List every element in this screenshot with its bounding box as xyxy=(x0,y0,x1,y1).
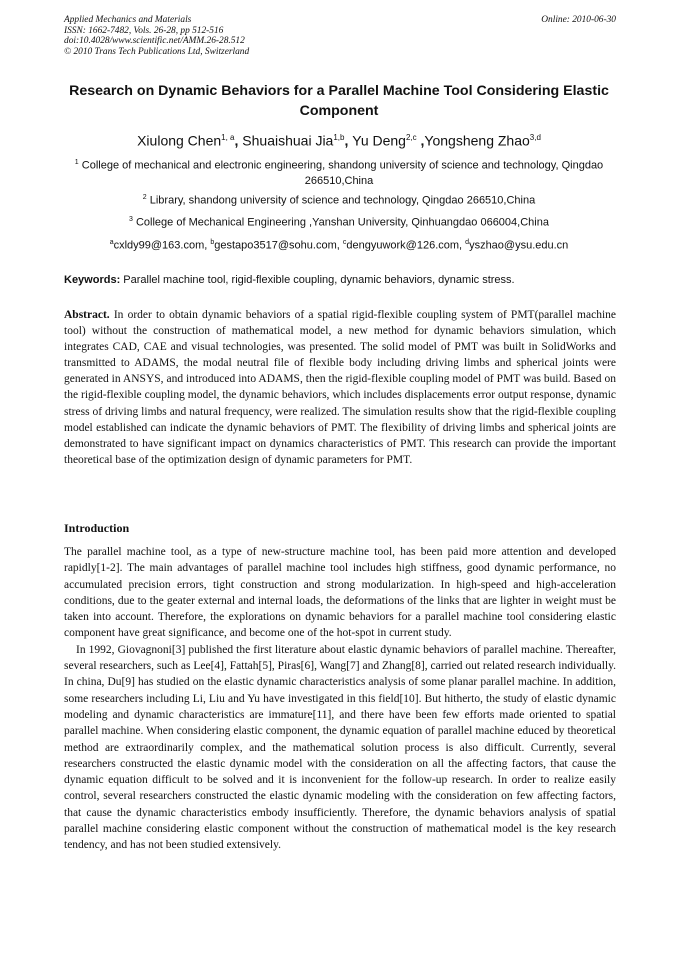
journal-header xyxy=(64,15,616,57)
author-name: Yongsheng Zhao xyxy=(424,132,530,149)
author-sup: 2,c xyxy=(405,133,417,142)
email-address: gestapo3517@sohu.com, xyxy=(214,239,343,252)
copyright-line: © 2010 Trans Tech Publications Ltd, Switzerland xyxy=(64,46,250,57)
affiliation-text: Library, shandong university of science and technology, Qingdao 266510,China xyxy=(149,194,536,207)
email-sup: b xyxy=(210,239,215,246)
affiliation-2 xyxy=(60,190,618,209)
email-sup: d xyxy=(465,239,470,246)
author-separator: , xyxy=(416,132,425,149)
introduction-body xyxy=(64,544,616,854)
intro-paragraph: In 1992, Giovagnoni[3] published the first literature about elastic dynamic behaviors of parallel machine. Thereafter, several researchers, such as Lee[4], Fattah[5], Piras[6], Wang[7] and Zhang[8], carried out related research individually. In china, Du[9] has studied on the elastic dynamic characteristics analysis of some planar parallel machine. In addition, some researchers including Li, Liu and Yu have investigated in this field[10]. But hitherto, the study of elastic dynamic modeling and dynamic characteristics are immature[11], and there have been few efforts made oriented to spatial parallel machine. When considering elastic component, the dynamic equation of parallel machine educed by theoretical method are extraordinarily complex, and the mathematical solution process is also difficult. Currently, several researchers constructed the elastic dynamic model with the consideration on all the affecting factors, that cause the dynamic equation difficult to be solved and it is inconvenient for the follow-up research. In order to realize easily control, several researchers constructed the elastic dynamic modeling with the consideration on few affecting factors, that cause the dynamic characteristics embody insufficiently. Therefore, the dynamic behaviors analysis of spatial parallel machine considering elastic component without the construction of mathematical model is the key research tendency, and has not been studied extensively. xyxy=(64,643,616,852)
affiliation-number: 2 xyxy=(142,194,147,201)
online-date: Online: 2010-06-30 xyxy=(541,15,616,25)
introduction-heading: Introduction xyxy=(64,521,130,535)
email-list xyxy=(40,236,638,253)
keywords-label: Keywords: xyxy=(64,274,121,286)
affiliation-number: 3 xyxy=(129,216,133,223)
affiliation-text: College of Mechanical Engineering ,Yanshan University, Qinhuangdao 066004,China xyxy=(135,216,549,229)
author-list xyxy=(40,129,638,150)
author-sup: 1,b xyxy=(333,133,345,142)
author-name: Shuaishuai Jia xyxy=(242,132,334,149)
author-separator: , xyxy=(234,132,243,149)
affiliation-number: 1 xyxy=(74,159,79,166)
affiliation-1 xyxy=(60,155,618,189)
email-sup: a xyxy=(109,239,114,246)
author-separator: , xyxy=(344,132,353,149)
author-sup: 3,d xyxy=(529,133,541,142)
doi-line: doi:10.4028/www.scientific.net/AMM.26-28.512 xyxy=(64,36,245,47)
keywords xyxy=(64,273,616,287)
author-name: Yu Deng xyxy=(352,132,406,149)
email-address: yszhao@ysu.edu.cn xyxy=(469,239,569,252)
keywords-text: Parallel machine tool, rigid-flexible coupling, dynamic behaviors, dynamic stress. xyxy=(120,274,515,286)
abstract-label: Abstract. xyxy=(64,309,110,321)
paper-title: Research on Dynamic Behaviors for a Parallel Machine Tool Considering Elastic Component xyxy=(69,83,609,119)
journal-name: Applied Mechanics and Materials xyxy=(64,15,192,25)
author-sup: 1, a xyxy=(221,133,235,142)
email-sup: c xyxy=(342,239,347,246)
affiliation-text: College of mechanical and electronic engineering, shandong university of science and technology, Qingdao 266510,China xyxy=(81,159,604,187)
affiliation-3 xyxy=(60,212,618,231)
email-address: dengyuwork@126.com, xyxy=(346,239,466,252)
intro-paragraph: The parallel machine tool, as a type of new-structure machine tool, has been paid more attention and developed rapidly[1-2]. The main advantages of parallel machine tool includes high stiffness, good dynamic performance, no accumulated precision errors, tight construction and strong modularization. In high-speed and high-acceleration conditions, due to the geater external and internal loads, the deformations of the links that are lighter in weight must be taken into account. Therefore, the explorations on dynamic behaviors for a parallel machine tool considering elastic component have great significance, and become one of the hot-spot in current study. xyxy=(64,546,616,640)
abstract-text: In order to obtain dynamic behaviors of a spatial rigid-flexible coupling system of PMT(parallel machine tool) without the construction of mathematical model, a new method for dynamic behaviors simulation, which integrates CAD, CAE and visual technologies, was presented. The solid model of PMT was built in SolidWorks and transmitted to ADAMS, the modal neutral file of flexible body including driving limbs and spherical joints were generated in ANSYS, and introduced into ADAMS, then the rigid-flexible coupling model of PMT was build. Based on the rigid-flexible coupling model, the dynamic behaviors, which includes displacements error output response, dynamic stress of driving limbs and natural frequency, were realized. The simulation results show that the rigid-flexible coupling model established can indicate the dynamic behaviors of PMT. The flexibility of driving limbs and spherical joints are demonstrated to have significant impact on dynamics characteristics of PMT. This research can provide the important theoretical base of the optimization design of dynamic parameters for PMT. xyxy=(64,309,616,466)
author-name: Xiulong Chen xyxy=(137,132,222,149)
email-address: cxldy99@163.com, xyxy=(113,239,211,252)
issn-line: ISSN: 1662-7482, Vols. 26-28, pp 512-516 xyxy=(64,25,224,36)
abstract xyxy=(64,307,616,468)
